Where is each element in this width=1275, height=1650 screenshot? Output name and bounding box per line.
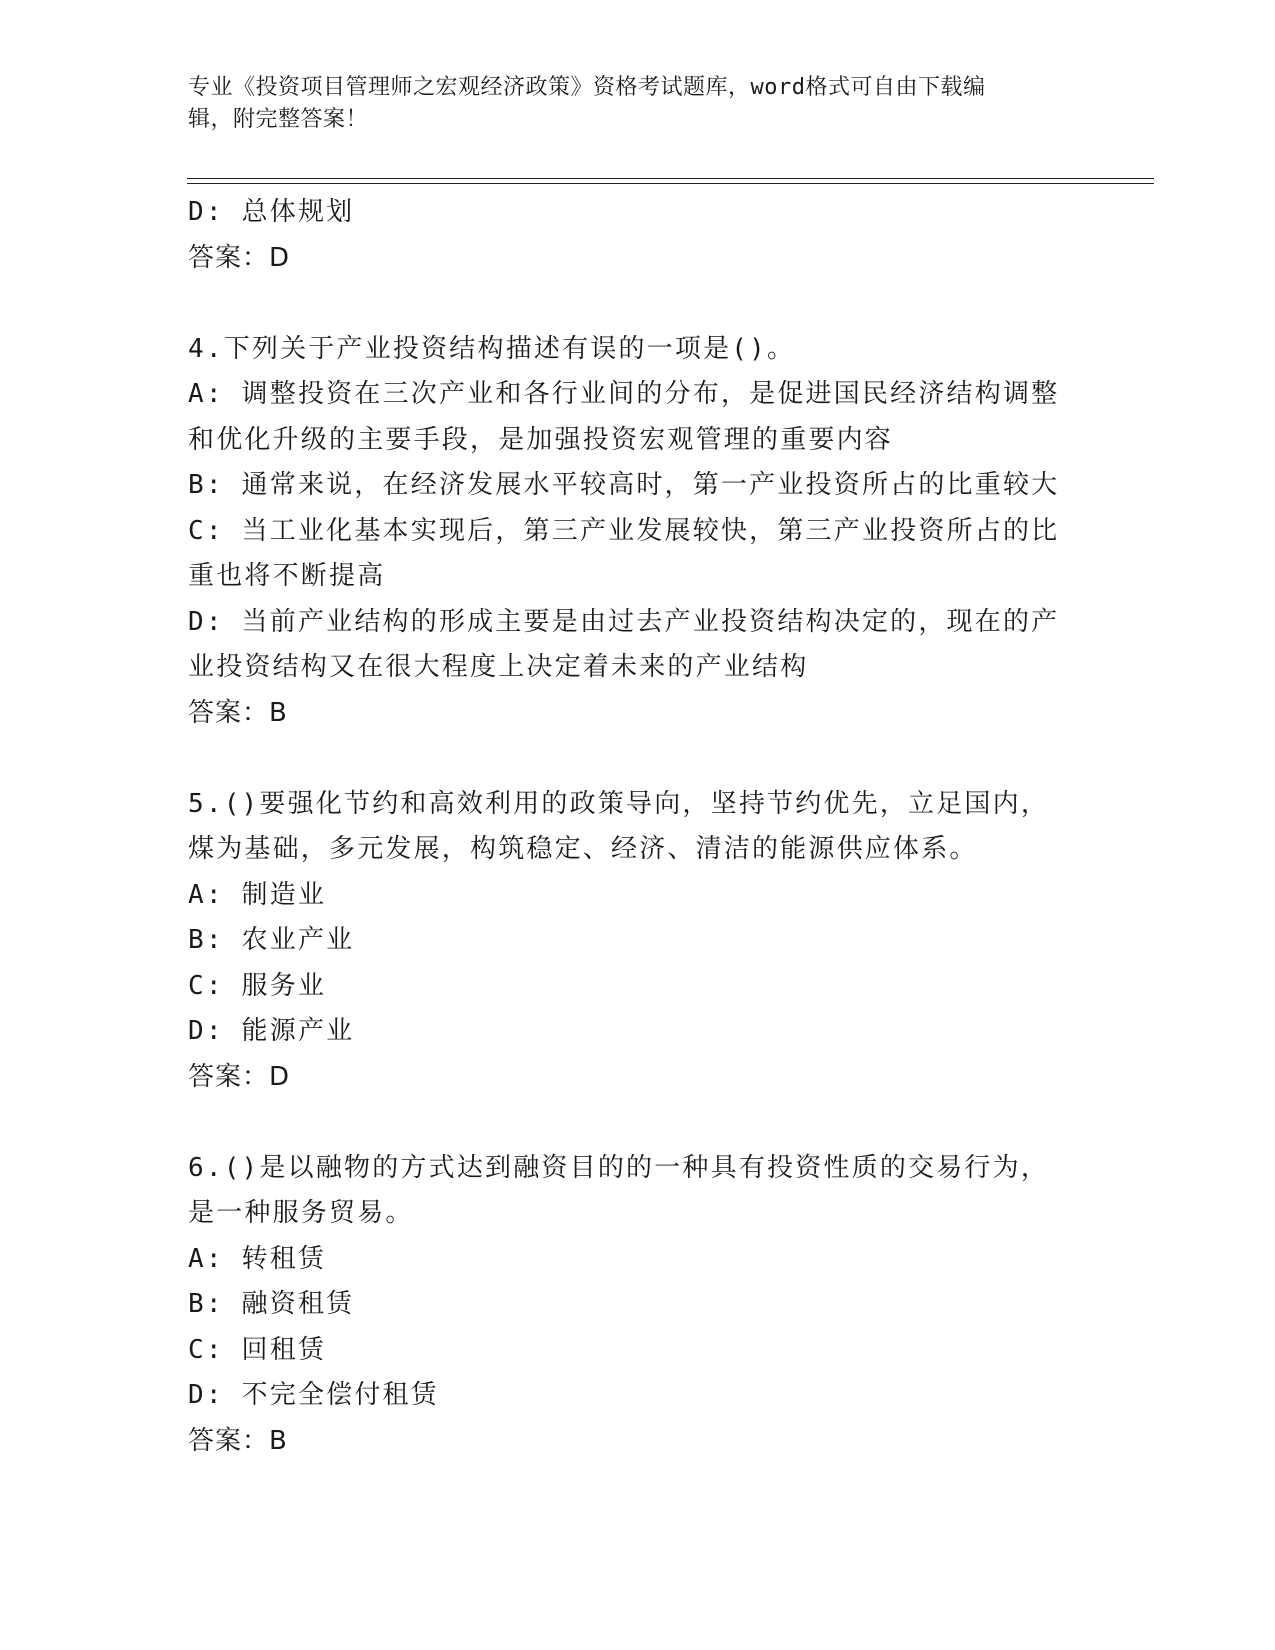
q6-stem-line-2: 是一种服务贸易。 [188, 1198, 414, 1228]
q4-option-b: B: 通常来说，在经济发展水平较高时，第一产业投资所占的比重较大 [188, 470, 1060, 500]
question-5 [188, 782, 1088, 1101]
q5-option-d: D: 能源产业 [188, 1016, 355, 1046]
q5-option-b: B: 农业产业 [188, 925, 355, 955]
question-4 [188, 327, 1088, 737]
q6-answer: 答案：B [188, 1425, 288, 1456]
q6-stem-line-1: 6.()是以融物的方式达到融资目的的一种具有投资性质的交易行为， [188, 1152, 1050, 1183]
q6-option-a: A: 转租赁 [188, 1243, 327, 1274]
q5-option-a: A: 制造业 [188, 879, 327, 910]
header-divider-bottom [187, 183, 1154, 184]
header-line-2: 辑，附完整答案！ [188, 107, 369, 132]
header-divider-top [187, 178, 1154, 179]
q3-option-d: D: 总体规划 [188, 197, 355, 227]
q6-option-b: B: 融资租赁 [188, 1289, 355, 1319]
q4-answer: 答案：B [188, 697, 288, 728]
question-3-tail [188, 190, 1088, 281]
q5-option-c: C: 服务业 [188, 970, 327, 1001]
document-header [188, 72, 1068, 136]
q5-stem-line-2: 煤为基础，多元发展，构筑稳定、经济、清洁的能源供应体系。 [188, 834, 978, 864]
spacer [188, 1100, 1088, 1146]
q5-answer: 答案：D [188, 1061, 291, 1092]
spacer [188, 281, 1088, 327]
q4-option-c-line-2: 重也将不断提高 [188, 561, 386, 591]
q4-option-c-line-1: C: 当工业化基本实现后，第三产业发展较快，第三产业投资所占的比 [188, 515, 1060, 546]
question-content [188, 190, 1088, 1464]
spacer [188, 736, 1088, 782]
q4-stem: 4.下列关于产业投资结构描述有误的一项是()。 [188, 333, 796, 364]
q3-answer: 答案：D [188, 242, 291, 273]
q5-stem-line-1: 5.()要强化节约和高效利用的政策导向，坚持节约优先，立足国内， [188, 788, 1050, 819]
q4-option-a-line-1: A: 调整投资在三次产业和各行业间的分布，是促进国民经济结构调整 [188, 379, 1060, 409]
question-6 [188, 1146, 1088, 1465]
q4-option-d-line-2: 业投资结构又在很大程度上决定着未来的产业结构 [188, 652, 809, 682]
q6-option-d: D: 不完全偿付租赁 [188, 1380, 439, 1410]
q4-option-a-line-2: 和优化升级的主要手段，是加强投资宏观管理的重要内容 [188, 424, 894, 455]
q6-option-c: C: 回租赁 [188, 1334, 327, 1365]
q4-option-d-line-1: D: 当前产业结构的形成主要是由过去产业投资结构决定的，现在的产 [188, 606, 1060, 637]
header-line-1: 专业《投资项目管理师之宏观经济政策》资格考试题库，word格式可自由下载编 [188, 75, 986, 100]
